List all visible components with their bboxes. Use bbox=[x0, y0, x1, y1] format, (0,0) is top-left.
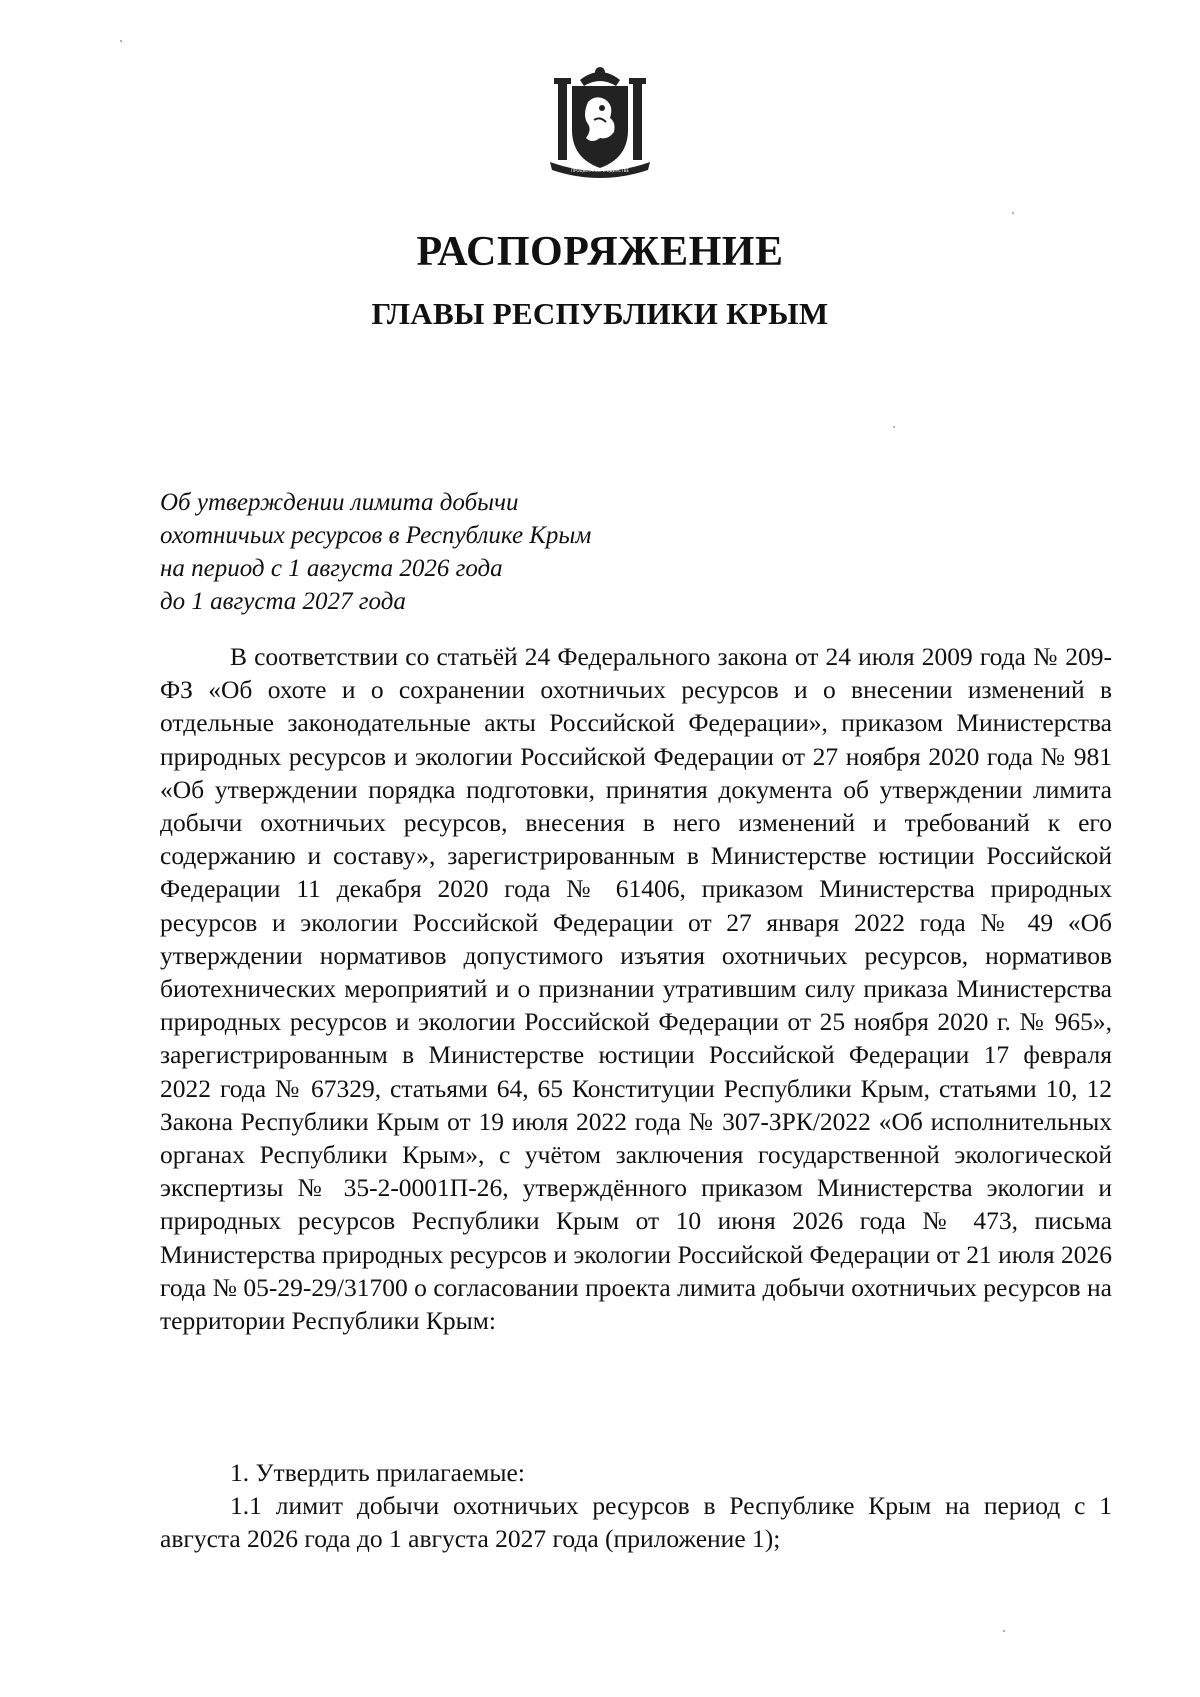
scan-speck bbox=[1012, 212, 1014, 214]
scan-speck bbox=[1003, 1630, 1005, 1632]
order-item-1-1: 1.1 лимит добычи охотничьих ресурсов в Республике Крым на период с 1 августа 2026 года до 1 августа 2027 года (приложение 1); bbox=[160, 1491, 1112, 1554]
document-subtitle: ГЛАВЫ РЕСПУБЛИКИ КРЫМ bbox=[371, 296, 829, 331]
subject-line: на период с 1 августа 2026 года bbox=[160, 555, 503, 582]
coat-of-arms-icon bbox=[530, 58, 670, 178]
order-item-1: 1. Утвердить прилагаемые: bbox=[230, 1458, 525, 1487]
scan-speck bbox=[120, 40, 122, 42]
preamble bbox=[160, 640, 1112, 1337]
preamble-paragraph: В соответствии со статьёй 24 Федерального закона от 24 июля 2009 года № 209-ФЗ «Об охоте и о сохранении охотничьих ресурсов и о внесении изменений в отдельные законодательные акты Российской Федерации», приказом Министерства природных ресурсов и экологии Российской Федерации от 27 ноября 2020 года № 981 «Об утверждении порядка подготовки, принятия документа об утверждении лимита добычи охотничьих ресурсов, внесения в него изменений и требований к его содержанию и составу», зарегистрированным в Министерстве юстиции Российской Федерации 11 декабря 2020 года № 61406, приказом Министерства природных ресурсов и экологии Российской Федерации от 27 января 2022 года № 49 «Об утверждении нормативов допустимого изъятия охотничьих ресурсов, нормативов биотехнических мероприятий и о признании утратившим силу приказа Министерства природных ресурсов и экологии Российской Федерации от 25 ноября 2020 г. № 965», зарегистрированным в Министерстве юстиции Российской Федерации 17 февраля 2022 года № 67329, статьями 64, 65 Конституции Республики Крым, статьями 10, 12 Закона Республики Крым от 19 июля 2022 года № 307-ЗРК/2022 «Об исполнительных органах Республики Крым», с учётом заключения государственной экологической экспертизы № 35-2-0001П-26, утверждённого приказом Министерства экологии и природных ресурсов Республики Крым от 10 июня 2026 года № 473, письма Министерства природных ресурсов и экологии Российской Федерации от 21 июля 2026 года № 05-29-29/31700 о согласовании проекта лимита добычи охотничьих ресурсов на территории Республики Крым: bbox=[160, 642, 1112, 1336]
document-title: РАСПОРЯЖЕНИЕ bbox=[416, 229, 784, 275]
document-subject bbox=[160, 486, 760, 618]
scan-speck bbox=[893, 426, 895, 428]
subject-line: охотничьих ресурсов в Республике Крым bbox=[160, 522, 592, 549]
order-items bbox=[160, 1456, 1112, 1556]
svg-text:ПРОЦВЕТАНИЕ В ЕДИНСТВЕ: ПРОЦВЕТАНИЕ В ЕДИНСТВЕ bbox=[570, 168, 630, 173]
subject-line: Об утверждении лимита добычи bbox=[160, 489, 519, 516]
subject-line: до 1 августа 2027 года bbox=[160, 588, 406, 615]
